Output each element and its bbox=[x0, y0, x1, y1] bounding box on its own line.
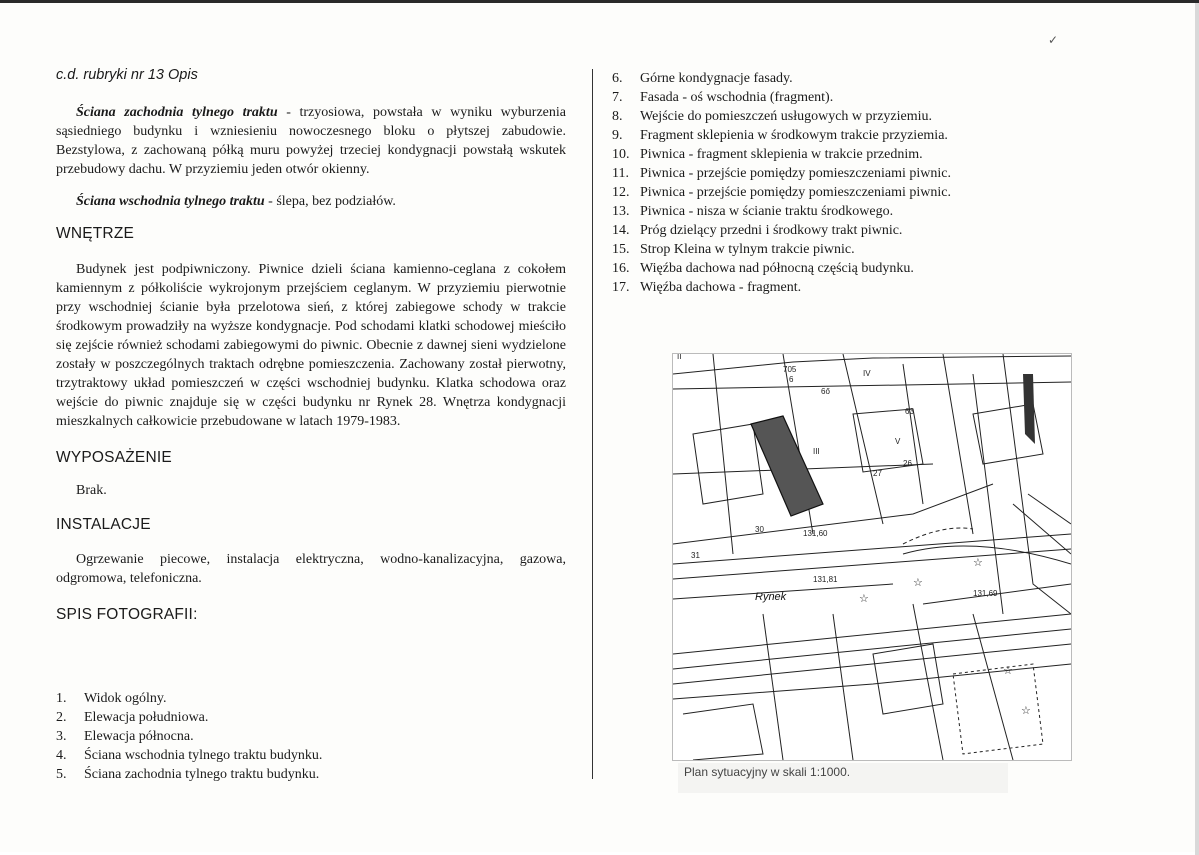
west-wall-text: - trzyosiowa, powstała w wyniku wyburzenia sąsiedniego budynku i wzniesieniu nowoczesnego bloku o płytszej zabudowie. Bezstylowa, z zachowaną półką muru powyżej trzeciej kondygnacji powstałą wskutek przebudowy dachu. W przyziemiu jeden otwór okienny. bbox=[56, 105, 566, 177]
map-label-2: 6 bbox=[789, 375, 794, 384]
installations-heading: INSTALACJE bbox=[56, 516, 151, 533]
west-wall-paragraph bbox=[56, 103, 566, 179]
photo-list-item bbox=[612, 69, 1012, 88]
photo-item-text: Próg dzielący przedni i środkowy trakt piwnic. bbox=[640, 223, 903, 238]
photo-item-text: Ściana wschodnia tylnego traktu budynku. bbox=[84, 748, 323, 763]
photo-item-number: 14. bbox=[612, 223, 630, 238]
photo-item-text: Górne kondygnacje fasady. bbox=[640, 71, 793, 86]
photo-item-text: Więźba dachowa - fragment. bbox=[640, 280, 802, 295]
photo-item-number: 2. bbox=[56, 710, 67, 725]
photo-item-text: Elewacja południowa. bbox=[84, 710, 209, 725]
photo-item-number: 9. bbox=[612, 128, 623, 143]
photo-item-text: Piwnica - przejście pomiędzy pomieszczeniami piwnic. bbox=[640, 166, 952, 181]
photo-list-item bbox=[56, 708, 556, 727]
photo-list-item bbox=[56, 689, 556, 708]
photo-list-item bbox=[612, 259, 1012, 278]
photo-item-number: 4. bbox=[56, 748, 67, 763]
svg-text:☆: ☆ bbox=[1003, 665, 1013, 677]
photo-item-number: 17. bbox=[612, 280, 630, 295]
site-plan-drawing bbox=[673, 354, 1071, 760]
map-label-9: 26 bbox=[903, 459, 912, 468]
photo-item-number: 12. bbox=[612, 185, 630, 200]
map-label-1: 705 bbox=[783, 365, 797, 374]
photos-heading: SPIS FOTOGRAFII: bbox=[56, 606, 198, 623]
site-plan-map bbox=[672, 353, 1072, 761]
photo-item-number: 15. bbox=[612, 242, 630, 257]
photo-item-number: 6. bbox=[612, 71, 623, 86]
photo-item-text: Ściana zachodnia tylnego traktu budynku. bbox=[84, 767, 320, 782]
installations-text: Ogrzewanie piecowe, instalacja elektryczna, wodno-kanalizacyjna, gazowa, odgromowa, telefoniczna. bbox=[56, 552, 566, 586]
interior-text: Budynek jest podpiwniczony. Piwnice dzieli ściana kamienno-ceglana z cokołem kamiennym z półkoliście wykrojonym przejściem ceglanym. W przyziemiu pierwotnie przy wschodniej ścianie była przelotowa sień, z której zabiegowe schody w trakcie środkowym prowadziły na wyższe kondygnacje. Pod schodami klatki schodowej mieściło się zejście również schodami zabiegowymi do piwnic. Obecnie z dawnej sieni wydzielone zostały w poszczególnych traktach odrębne pomieszczenia. Zachowany został pierwotny, trzytraktowy układ pomieszczeń w części wschodniej budynku. Klatka schodowa oraz wejście do piwnic znajduje się w części budynku nr Rynek 28. Wnętrza kondygnacji mieszkalnych całkowicie przebudowane w latach 1979-1983. bbox=[56, 262, 566, 429]
equipment-text: Brak. bbox=[76, 483, 107, 498]
photo-list-item bbox=[612, 88, 1012, 107]
photo-item-text: Widok ogólny. bbox=[84, 691, 167, 706]
column-divider bbox=[592, 69, 593, 779]
photo-list-item bbox=[56, 765, 556, 784]
photo-item-text: Piwnica - fragment sklepienia w trakcie przednim. bbox=[640, 147, 923, 162]
photo-list-item bbox=[56, 746, 556, 765]
map-label-7: II bbox=[677, 354, 682, 361]
photo-list-item bbox=[612, 202, 1012, 221]
page-edge bbox=[1195, 3, 1199, 855]
map-label-3: 63 bbox=[905, 407, 914, 416]
east-wall-text: - ślepa, bez podziałów. bbox=[264, 194, 396, 209]
map-label-8: 27 bbox=[873, 469, 882, 478]
photo-item-text: Więźba dachowa nad północną częścią budynku. bbox=[640, 261, 914, 276]
photo-item-number: 16. bbox=[612, 261, 630, 276]
map-label-15: 6ő bbox=[821, 387, 830, 396]
map-label-13: 131,69 bbox=[973, 589, 998, 598]
map-label-6: III bbox=[813, 447, 820, 456]
photo-item-text: Elewacja północna. bbox=[84, 729, 194, 744]
photo-list-right bbox=[612, 69, 1012, 297]
photo-list-item bbox=[56, 727, 556, 746]
map-caption: Plan sytuacyjny w skali 1:1000. bbox=[678, 763, 1008, 793]
photo-list-item bbox=[612, 183, 1012, 202]
equipment-heading: WYPOSAŻENIE bbox=[56, 449, 172, 466]
photo-item-text: Piwnica - nisza w ścianie traktu środkowego. bbox=[640, 204, 894, 219]
photo-item-text: Fasada - oś wschodnia (fragment). bbox=[640, 90, 834, 105]
photo-item-text: Fragment sklepienia w środkowym trakcie przyziemia. bbox=[640, 128, 948, 143]
photo-list-item bbox=[612, 221, 1012, 240]
section-header: c.d. rubryki nr 13 Opis bbox=[56, 67, 198, 83]
interior-heading: WNĘTRZE bbox=[56, 225, 135, 242]
photo-item-number: 5. bbox=[56, 767, 67, 782]
svg-text:☆: ☆ bbox=[859, 593, 869, 605]
description-column bbox=[56, 67, 566, 624]
east-wall-lead: Ściana wschodnia tylnego traktu bbox=[76, 194, 265, 209]
photo-item-number: 13. bbox=[612, 204, 630, 219]
map-label-10: 30 bbox=[755, 525, 764, 534]
photo-item-number: 8. bbox=[612, 109, 623, 124]
photo-list-item bbox=[612, 126, 1012, 145]
east-wall-paragraph bbox=[56, 192, 566, 211]
map-label-14: 131,81 bbox=[813, 575, 838, 584]
photo-item-number: 11. bbox=[612, 166, 629, 181]
photo-list-item bbox=[612, 278, 1012, 297]
photo-list-item bbox=[612, 240, 1012, 259]
photo-item-text: Piwnica - przejście pomiędzy pomieszczeniami piwnic. bbox=[640, 185, 952, 200]
photo-list-item bbox=[612, 164, 1012, 183]
map-label-12: 131,60 bbox=[803, 529, 828, 538]
photo-item-number: 1. bbox=[56, 691, 67, 706]
photo-item-number: 10. bbox=[612, 147, 630, 162]
photo-list-left bbox=[56, 689, 556, 784]
photo-item-text: Wejście do pomieszczeń usługowych w przyziemiu. bbox=[640, 109, 933, 124]
photo-item-text: Strop Kleina w tylnym trakcie piwnic. bbox=[640, 242, 855, 257]
photo-list-item bbox=[612, 107, 1012, 126]
map-label-5: V bbox=[895, 437, 901, 446]
map-label-4: IV bbox=[863, 369, 871, 378]
svg-text:☆: ☆ bbox=[973, 557, 983, 569]
margin-mark: ✓ bbox=[1048, 33, 1059, 47]
photo-item-number: 7. bbox=[612, 90, 623, 105]
map-label-11: 31 bbox=[691, 551, 700, 560]
svg-text:☆: ☆ bbox=[913, 577, 923, 589]
svg-text:☆: ☆ bbox=[1021, 705, 1031, 717]
west-wall-lead: Ściana zachodnia tylnego traktu bbox=[76, 105, 278, 120]
photo-item-number: 3. bbox=[56, 729, 67, 744]
map-label-rynek: Rynek bbox=[755, 591, 787, 603]
photo-list-item bbox=[612, 145, 1012, 164]
